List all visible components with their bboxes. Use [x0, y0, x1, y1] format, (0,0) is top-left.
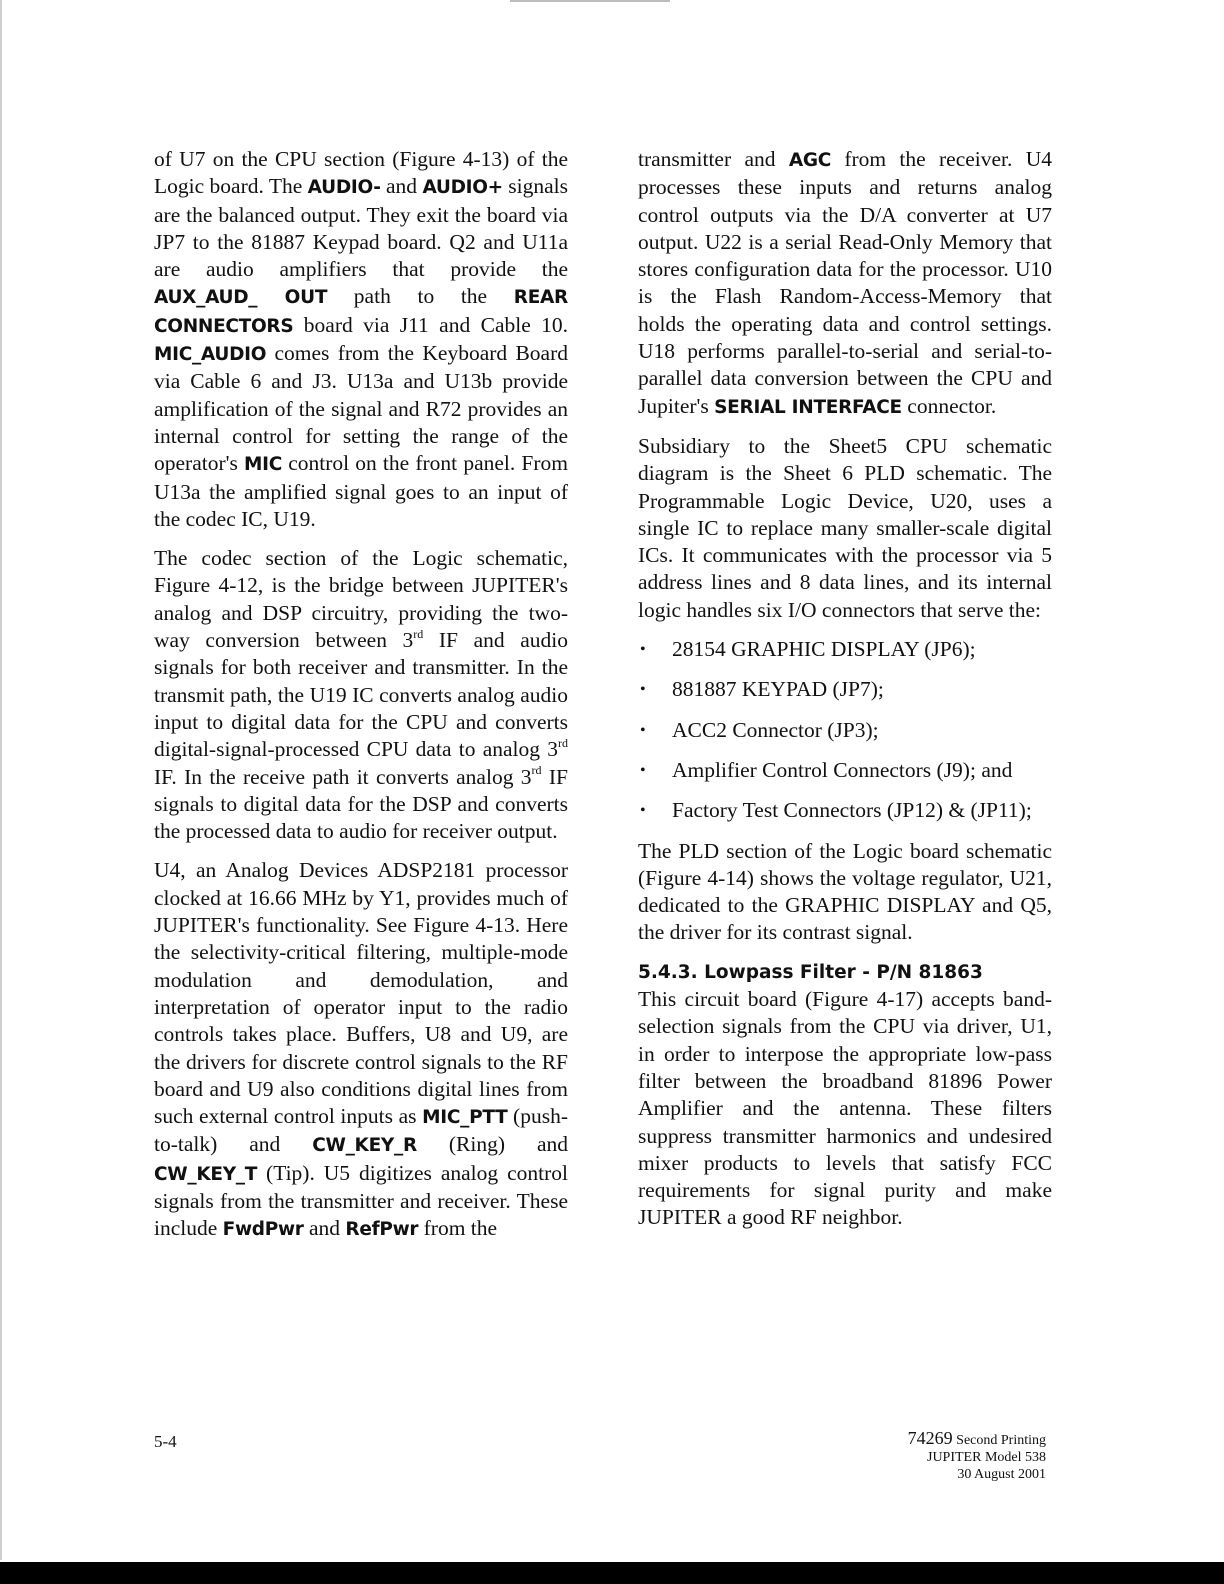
signal-audio-plus: AUDIO+ [422, 177, 503, 199]
right-column [638, 146, 1052, 1244]
superscript: rd [413, 626, 424, 641]
text-run: board via J11 and Cable 10. [293, 312, 568, 337]
text-run: and [303, 1216, 346, 1241]
list-item-text: ACC2 Connector (JP3); [672, 717, 879, 742]
left-paragraph-3 [154, 857, 568, 1243]
text-run: (Tip). U5 digitizes analog control signals from the transmitter and receiver. These include [154, 1160, 568, 1241]
date-label: 30 August 2001 [957, 1467, 1046, 1482]
list-item-text: 28154 GRAPHIC DISPLAY (JP6); [672, 637, 976, 662]
bullet-icon: • [640, 641, 646, 659]
list-item [638, 717, 1052, 744]
signal-audio-minus: AUDIO- [307, 177, 381, 199]
list-item [638, 676, 1052, 703]
right-paragraph-4: This circuit board (Figure 4-17) accepts band-selection signals from the CPU via driver, U1, in order to interpose the appropriate low-pass filter between the broadband 81896 Power Amplifier and the antenna. These filters suppress transmitter harmonics and undesired mixer products to levels that satisfy FCC requirements for signal purity and make JUPITER a good RF neighbor. [638, 987, 1052, 1230]
signal-cw-key-r: CW_KEY_R [312, 1135, 417, 1157]
list-item [638, 757, 1052, 784]
signal-mic-ptt: MIC_PTT [422, 1107, 508, 1129]
text-run: of U7 on the CPU section (Figure 4-13) of the Logic board. The [154, 147, 568, 199]
page-number: 5-4 [154, 1432, 177, 1451]
text-run: control on the front panel. From U13a the amplified signal goes to an input of the codec IC, U19. [154, 451, 569, 531]
text-run: (push-to-talk) and [154, 1104, 568, 1157]
list-item [638, 636, 1052, 663]
text-run: transmitter and [638, 147, 789, 171]
text-run: from the [418, 1216, 498, 1241]
text-run: IF. In the receive path it converts analog 3 [154, 764, 532, 789]
printing-label: Second Printing [956, 1433, 1046, 1448]
text-run: IF signals to digital data for the DSP and converts the processed data to audio for receiver output. [154, 764, 568, 844]
section-heading: 5.4.3. Lowpass Filter - P/N 81863 [638, 961, 983, 983]
footer-info [908, 1430, 1046, 1483]
signal-aux-aud-out: AUX_AUD_ OUT [154, 287, 328, 309]
list-item-text: Amplifier Control Connectors (J9); and [672, 757, 1013, 782]
bullet-icon: • [640, 721, 646, 739]
bullet-icon: • [640, 802, 646, 820]
text-run: IF and audio signals for both receiver and transmitter. In the transmit path, the U19 IC converts analog audio input to digital data for the CPU and converts digital-signal-processed CPU data to analog 3 [154, 628, 568, 762]
bullet-icon: • [640, 761, 646, 779]
left-column [154, 146, 568, 1256]
signal-rear-connectors: REAR CONNECTORS [154, 287, 568, 337]
model-label: JUPITER Model 538 [927, 1450, 1046, 1465]
text-run: U4, an Analog Devices ADSP2181 processor clocked at 16.66 MHz by Y1, provides much of JUPITER's functionality. See Figure 4-13. Here the selectivity-critical filtering, multiple-mode modulation and demodulation, and interpretation of operator input to the radio controls takes place. Buffers, U8 and U9, are the drivers for discrete control signals to the RF board and U9 also conditions digital lines from such external control inputs as [154, 858, 568, 1129]
signal-mic: MIC [244, 454, 283, 476]
signal-serial-interface: SERIAL INTERFACE [714, 396, 902, 418]
signal-mic-audio: MIC_AUDIO [154, 344, 267, 366]
scan-bottom-bar [0, 1562, 1224, 1584]
text-run: path to the [327, 284, 514, 309]
text-run: (Ring) and [416, 1132, 568, 1157]
list-item-text: 881887 KEYPAD (JP7); [672, 677, 884, 702]
connector-list [638, 636, 1052, 824]
right-paragraph-2: Subsidiary to the Sheet5 CPU schematic diagram is the Sheet 6 PLD schematic. The Programmable Logic Device, U20, uses a single IC to replace many smaller-scale digital ICs. It communicates with the processor via 5 address lines and 8 data lines, and its internal logic handles six I/O connectors that serve the: [638, 433, 1052, 622]
text-run: comes from the Keyboard Board via Cable 6 and J3. U13a and U13b provide amplification of the signal and R72 provides an internal control for setting the range of the operator's [154, 341, 568, 476]
scan-top-mark [510, 0, 670, 2]
right-paragraph-1 [638, 146, 1052, 421]
text-run: The codec section of the Logic schematic, Figure 4-12, is the bridge between JUPITER's analog and DSP circuitry, providing the two-way conversion between 3 [154, 546, 568, 653]
text-run: connector. [901, 393, 997, 418]
footer-doc-line [908, 1430, 1046, 1449]
right-paragraph-3: The PLD section of the Logic board schematic (Figure 4-14) shows the voltage regulator, U21, dedicated to the GRAPHIC DISPLAY and Q5, the driver for its contrast signal. [638, 838, 1052, 945]
superscript: rd [558, 736, 568, 751]
text-run: from the receiver. U4 processes these inputs and returns analog control outputs via the D/A converter at U7 output. U22 is a serial Read-Only Memory that stores configuration data for the processor. U10 is the Flash Random-Access-Memory that holds the operating data and control settings. U18 performs parallel-to-serial and serial-to-parallel data conversion between the CPU and Jupiter's [638, 147, 1052, 418]
superscript: rd [531, 763, 542, 778]
list-item-text: Factory Test Connectors (JP12) & (JP11); [672, 798, 1032, 823]
scan-left-edge [0, 0, 2, 1560]
signal-agc: AGC [788, 150, 831, 171]
doc-number: 74269 [907, 1428, 953, 1448]
bullet-icon: • [640, 681, 646, 699]
text-run: and [380, 174, 423, 199]
signal-refpwr: RefPwr [345, 1219, 419, 1241]
left-paragraph-1 [154, 146, 568, 533]
left-paragraph-2 [154, 545, 568, 845]
signal-fwdpwr: FwdPwr [222, 1219, 304, 1241]
text-run: signals are the balanced output. They exit the board via JP7 to the 81887 Keypad board. Q2 and U11a are audio amplifiers that provide the [154, 174, 568, 282]
list-item [638, 797, 1052, 824]
signal-cw-key-t: CW_KEY_T [154, 1163, 258, 1185]
